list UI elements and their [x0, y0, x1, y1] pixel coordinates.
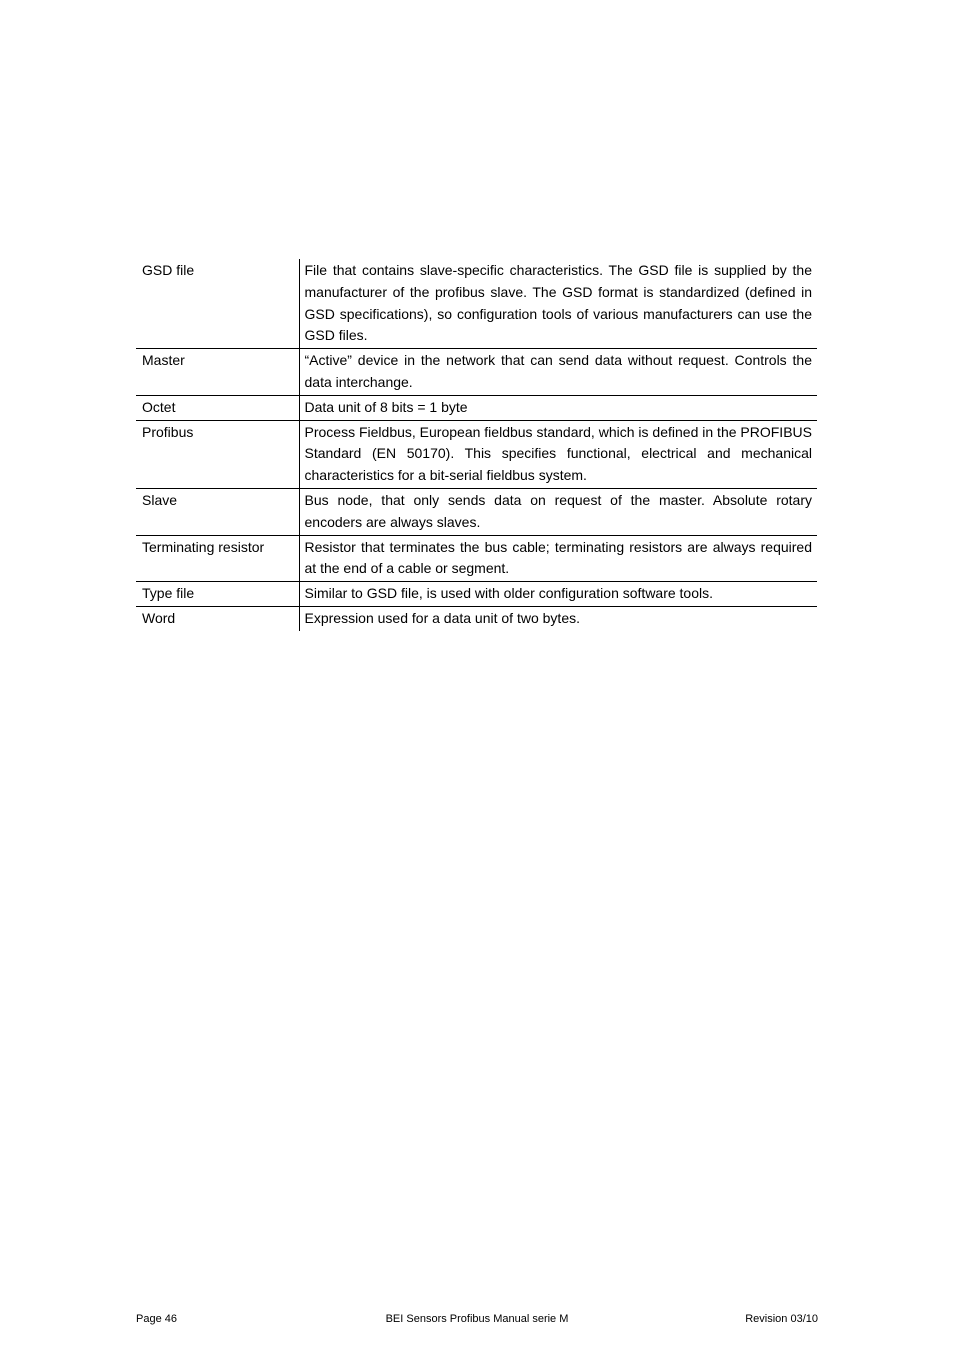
- glossary-definition: Process Fieldbus, European fieldbus standard, which is defined in the PROFIBUS Standard (EN 50170). This specifies functional, electrical and mechanical characteristics for a bit-serial fieldbus system.: [299, 420, 817, 488]
- glossary-term: Terminating resistor: [136, 535, 299, 582]
- glossary-row: [136, 420, 817, 488]
- glossary-table: [136, 259, 817, 631]
- footer-document-title: BEI Sensors Profibus Manual serie M: [385, 1313, 569, 1325]
- glossary-term: Slave: [136, 488, 299, 535]
- glossary-row: [136, 488, 817, 535]
- glossary-definition: File that contains slave-specific characteristics. The GSD file is supplied by the manufacturer of the profibus slave. The GSD format is standardized (defined in GSD specifications), so configuration tools of various manufacturers can use the GSD files.: [304, 262, 812, 344]
- glossary-term: Profibus: [136, 420, 299, 488]
- glossary-row: [136, 395, 817, 420]
- glossary-term: Word: [136, 606, 299, 630]
- glossary-row: [136, 259, 817, 349]
- glossary-term: Octet: [136, 395, 299, 420]
- glossary-term: Master: [136, 349, 299, 396]
- glossary-row: [136, 349, 817, 396]
- glossary-definition: Resistor that terminates the bus cable; terminating resistors are always required at the end of a cable or segment.: [299, 535, 817, 582]
- glossary-definition: “Active” device in the network that can send data without request. Controls the data interchange.: [299, 349, 817, 396]
- glossary-term: GSD file: [136, 259, 299, 349]
- page-footer: [136, 1312, 818, 1328]
- glossary-definition: Similar to GSD file, is used with older configuration software tools.: [299, 582, 817, 607]
- glossary-definition: Expression used for a data unit of two bytes.: [299, 606, 817, 630]
- footer-revision: Revision 03/10: [745, 1313, 818, 1325]
- glossary-row: [136, 582, 817, 607]
- glossary-term: Type file: [136, 582, 299, 607]
- glossary-row: [136, 606, 817, 630]
- glossary-definition: Data unit of 8 bits = 1 byte: [299, 395, 817, 420]
- glossary-row: [136, 535, 817, 582]
- glossary-definition: Bus node, that only sends data on request of the master. Absolute rotary encoders are always slaves.: [299, 488, 817, 535]
- footer-page-number: Page 46: [136, 1313, 177, 1325]
